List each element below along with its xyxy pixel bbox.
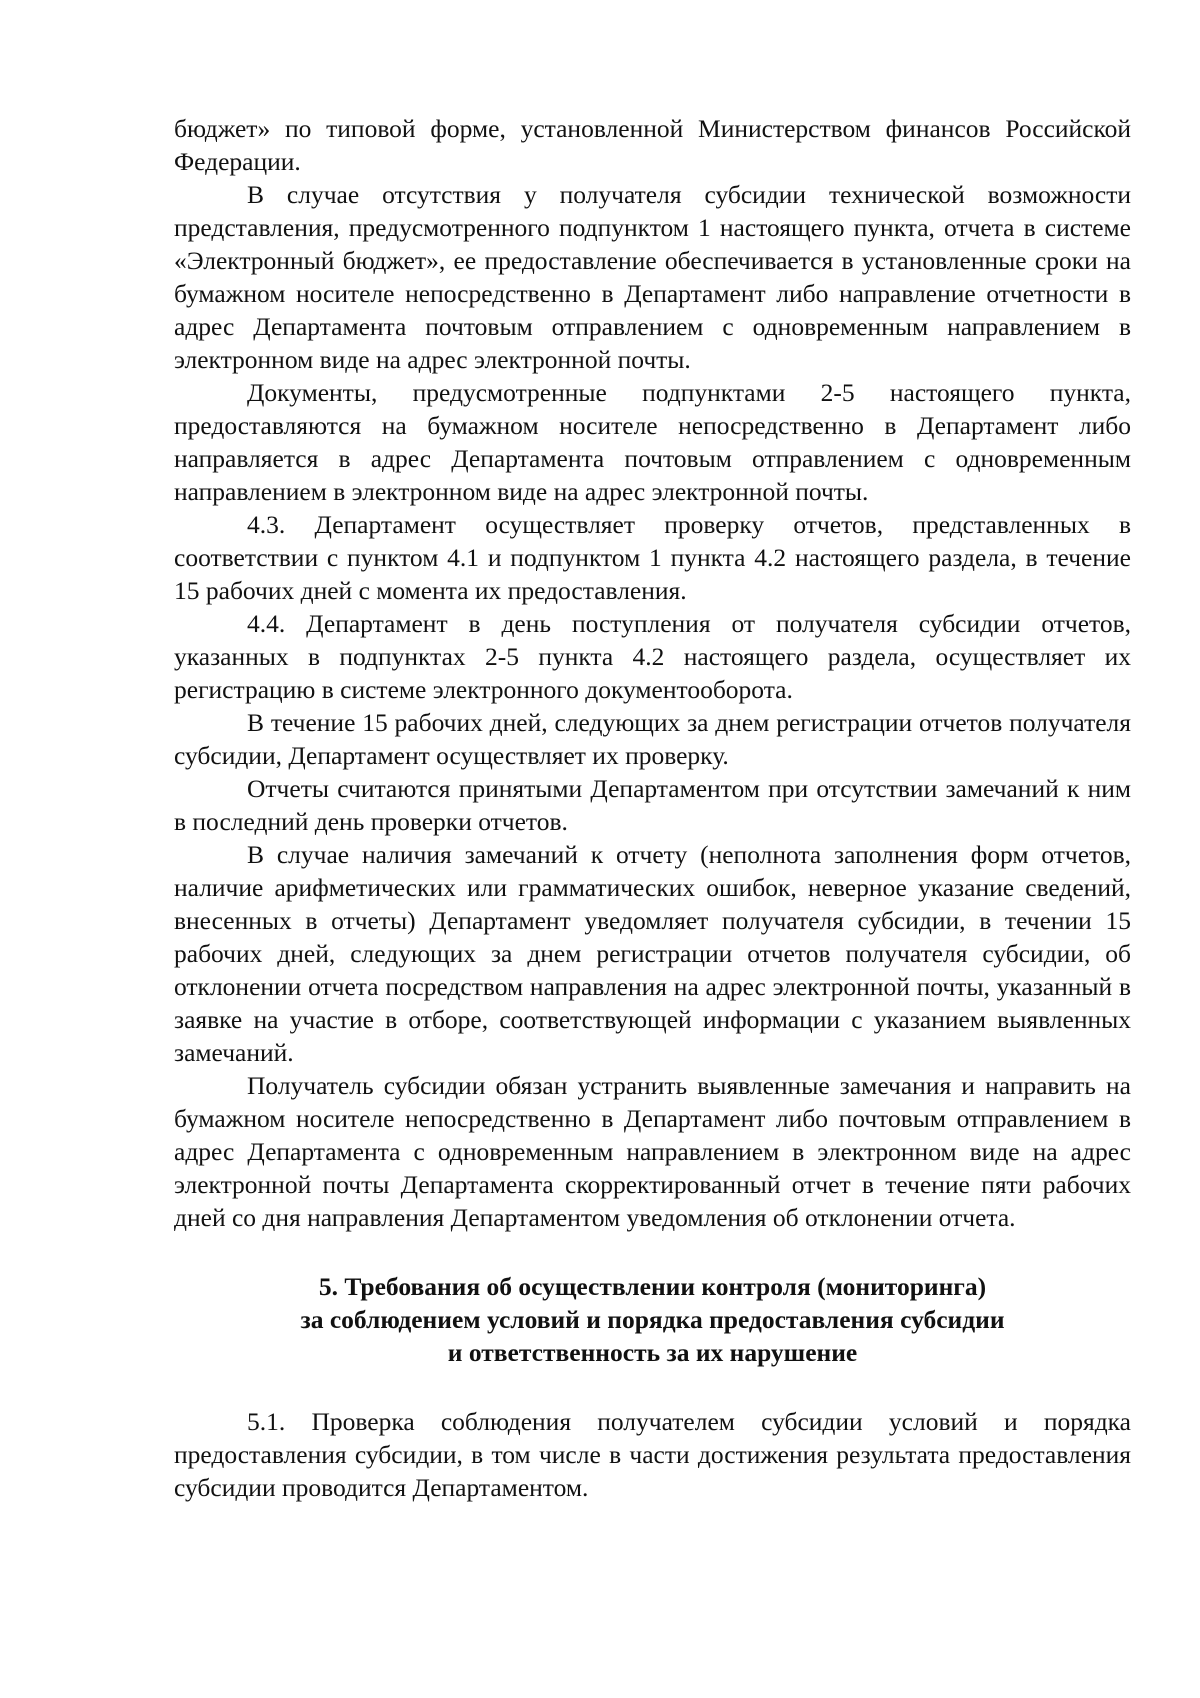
section-heading-line-2: за соблюдением условий и порядка предоставления субсидии bbox=[300, 1305, 1005, 1334]
paragraph-5-1: 5.1. Проверка соблюдения получателем субсидии условий и порядка предоставления субсидии, в том числе в части достижения результата предоставления субсидии проводится Департаментом. bbox=[174, 1407, 1131, 1502]
paragraph-4-4: 4.4. Департамент в день поступления от получателя субсидии отчетов, указанных в подпунктах 2-5 пункта 4.2 настоящего раздела, осуществляет их регистрацию в системе электронного документооборота. bbox=[174, 609, 1131, 704]
paragraph-documents-2-5: Документы, предусмотренные подпунктами 2-5 настоящего пункта, предоставляются на бумажном носителе непосредственно в Департамент либо направляется в адрес Департамента почтовым отправлением с одновременным направлением в электронном виде на адрес электронной почты. bbox=[174, 378, 1131, 506]
paragraph-no-technical-capability: В случае отсутствия у получателя субсидии технической возможности представления, предусмотренного подпунктом 1 настоящего пункта, отчета в системе «Электронный бюджет», ее предоставление обеспечивается в установленные сроки на бумажном носителе непосредственно в Департамент либо направление отчетности в адрес Департамента почтовым отправлением с одновременным направлением в электронном виде на адрес электронной почты. bbox=[174, 180, 1131, 374]
paragraph-4-3: 4.3. Департамент осуществляет проверку отчетов, представленных в соответствии с пунктом 4.1 и подпунктом 1 пункта 4.2 настоящего раздела, в течение 15 рабочих дней с момента их предоставления. bbox=[174, 510, 1131, 605]
section-heading-line-3: и ответственность за их нарушение bbox=[447, 1338, 858, 1367]
paragraph-remarks: В случае наличия замечаний к отчету (неполнота заполнения форм отчетов, наличие арифметических или грамматических ошибок, неверное указание сведений, внесенных в отчеты) Департамент уведомляет получателя субсидии, в течении 15 рабочих дней, следующих за днем регистрации отчетов получателя субсидии, об отклонении отчета посредством направления на адрес электронной почты, указанный в заявке на участие в отборе, соответствующей информации с указанием выявленных замечаний. bbox=[174, 840, 1131, 1067]
paragraph-reports-accepted: Отчеты считаются принятыми Департаментом при отсутствии замечаний к ним в последний день проверки отчетов. bbox=[174, 774, 1131, 836]
section-heading-line-1: 5. Требования об осуществлении контроля (мониторинга) bbox=[318, 1272, 987, 1301]
paragraph-review-period: В течение 15 рабочих дней, следующих за днем регистрации отчетов получателя субсидии, Департамент осуществляет их проверку. bbox=[174, 708, 1131, 770]
paragraph-recipient-obligation: Получатель субсидии обязан устранить выявленные замечания и направить на бумажном носителе непосредственно в Департамент либо почтовым отправлением в адрес Департамента с одновременным направлением в электронном виде на адрес электронной почты Департамента скорректированный отчет в течение пяти рабочих дней со дня направления Департаментом уведомления об отклонении отчета. bbox=[174, 1071, 1131, 1232]
paragraph-continuation: бюджет» по типовой форме, установленной Министерством финансов Российской Федерации. bbox=[174, 114, 1131, 176]
section-5-heading bbox=[174, 1270, 1131, 1369]
document-body bbox=[174, 112, 1131, 1504]
